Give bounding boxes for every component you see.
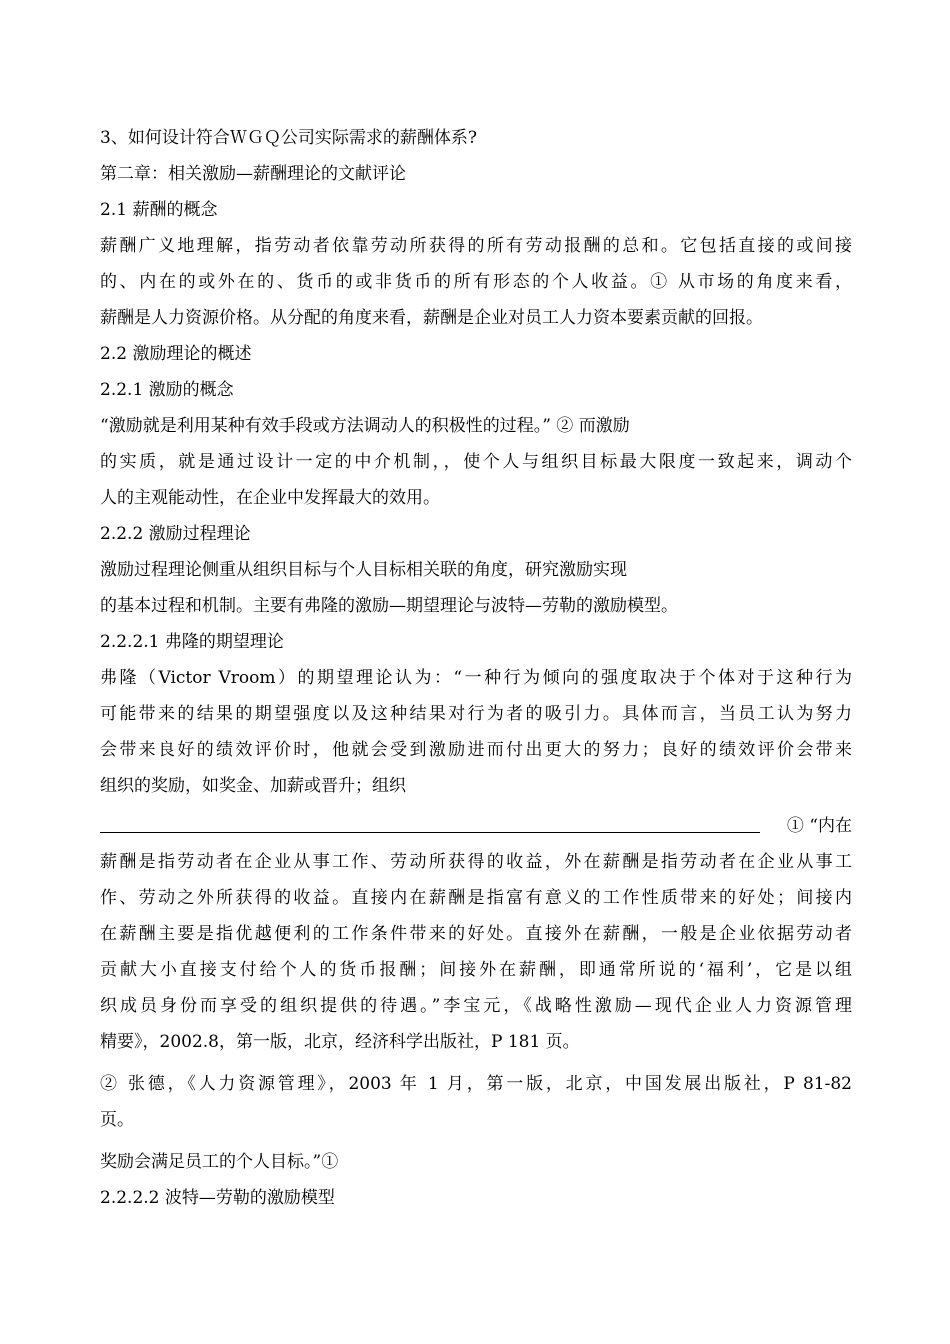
section-heading-2-2: 2.2 激励理论的概述 [100, 344, 252, 364]
paragraph-line: 人的主观能动性，在企业中发挥最大的效用。 [100, 488, 440, 508]
footnote-line: ② 张德，《人力资源管理》，2003 年 1 月，第一版，北京，中国发展出版社，P 81-82 [100, 1074, 852, 1094]
paragraph-line: 激励过程理论侧重从组织目标与个人目标相关联的角度，研究激励实现 [100, 560, 627, 580]
footnote-line: 薪酬是指劳动者在企业从事工作、劳动所获得的收益，外在薪酬是指劳动者在企业从事工 [100, 852, 852, 872]
paragraph-line: 组织的奖励，如奖金、加薪或晋升；组织 [100, 776, 406, 796]
paragraph-line: 会带来良好的绩效评价时，他就会受到激励进而付出更大的努力；良好的绩效评价会带来 [100, 740, 852, 760]
section-heading-2-2-1: 2.2.1 激励的概念 [100, 380, 234, 400]
footnote-separator-row [100, 814, 852, 838]
paragraph-line: 薪酬是人力资源价格。从分配的角度来看，薪酬是企业对员工人力资本要素贡献的回报。 [100, 308, 763, 328]
paragraph-line: 弗隆（Victor Vroom）的期望理论认为：“一种行为倾向的强度取决于个体对于这种行为 [100, 668, 852, 688]
footnote-line: 作、劳动之外所获得的收益。直接内在薪酬是指富有意义的工作性质带来的好处；间接内 [100, 888, 852, 908]
paragraph-line: 可能带来的结果的期望强度以及这种结果对行为者的吸引力。具体而言，当员工认为努力 [100, 704, 852, 724]
paragraph-line: “激励就是利用某种有效手段或方法调动人的积极性的过程。” ② 而激励 [100, 416, 630, 436]
footnote-line: 页。 [100, 1110, 134, 1130]
section-heading-2-2-2: 2.2.2 激励过程理论 [100, 524, 251, 544]
chapter-heading: 第二章：相关激励—薪酬理论的文献评论 [100, 164, 406, 184]
paragraph-line: 的实质，就是通过设计一定的中介机制，，使个人与组织目标最大限度一致起来，调动个 [100, 452, 852, 472]
footnote-line: 织成员身份而享受的组织提供的待遇。”李宝元，《战略性激励—现代企业人力资源管理 [100, 996, 852, 1016]
footnote-separator-line [100, 832, 760, 833]
question-line: 3、如何设计符合ＷＧＱ公司实际需求的薪酬体系? [100, 128, 477, 148]
footnote-marker-text: ① “内在 [786, 816, 852, 836]
section-heading-2-2-2-2: 2.2.2.2 波特—劳勒的激励模型 [100, 1188, 335, 1208]
paragraph-line: 的、内在的或外在的、货币的或非货币的所有形态的个人收益。① 从市场的角度来看， [100, 272, 852, 292]
paragraph-line: 的基本过程和机制。主要有弗隆的激励—期望理论与波特—劳勒的激励模型。 [100, 596, 678, 616]
footnote-line: 在薪酬主要是指优越便利的工作条件带来的好处。直接外在薪酬，一般是企业依据劳动者 [100, 924, 852, 944]
footnote-line: 贡献大小直接支付给个人的货币报酬；间接外在薪酬，即通常所说的‘福利’，它是以组 [100, 960, 852, 980]
footnote-line: 精要》，2002.8，第一版，北京，经济科学出版社，P 181 页。 [100, 1032, 580, 1052]
section-heading-2-1: 2.1 薪酬的概念 [100, 200, 218, 220]
section-heading-2-2-2-1: 2.2.2.1 弗隆的期望理论 [100, 632, 284, 652]
paragraph-line: 薪酬广义地理解，指劳动者依靠劳动所获得的所有劳动报酬的总和。它包括直接的或间接 [100, 236, 852, 256]
paragraph-line: 奖励会满足员工的个人目标。”① [100, 1152, 339, 1172]
